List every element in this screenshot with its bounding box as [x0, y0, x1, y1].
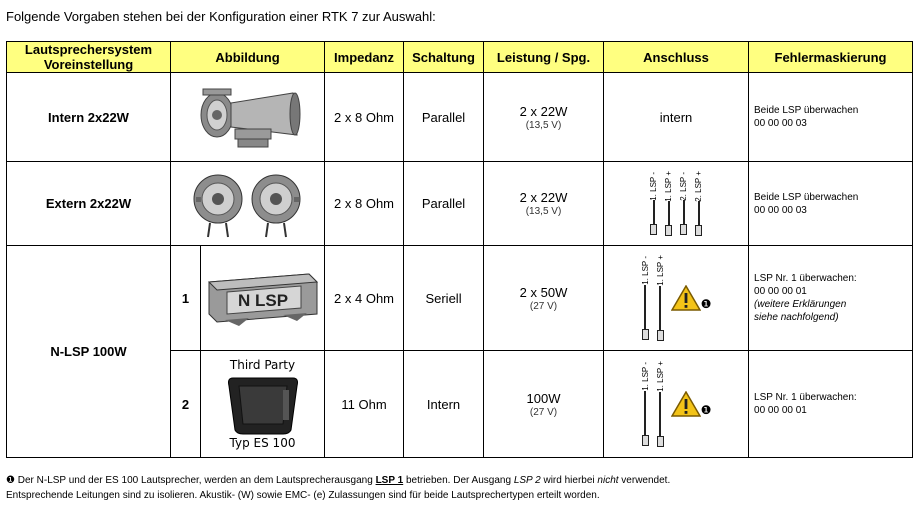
fehler-code: 00 00 00 03 [754, 204, 807, 216]
system-name: Intern 2x22W [7, 73, 171, 162]
fehler-cell [749, 246, 913, 351]
fehler-note: siehe nachfolgend) [754, 312, 839, 323]
fehler-code: 00 00 00 01 [754, 286, 807, 297]
fehler-line: Beide LSP überwachen [754, 191, 859, 203]
footnote-text: verwendet. [618, 475, 671, 486]
caption-bottom: Typ ES 100 [229, 436, 296, 450]
header-system-line1: Lautsprechersystem [24, 42, 153, 57]
warning-group [671, 285, 712, 311]
anschluss-value: intern [604, 73, 749, 162]
cable-label: 1. LSP + [664, 170, 674, 202]
cable-label: 1. LSP - [649, 171, 659, 201]
es100-speaker-image [225, 372, 301, 436]
leistung-value: 100W [526, 390, 561, 406]
fehler-note: (weitere Erklärungen [754, 299, 847, 310]
fehler-line: LSP Nr. 1 überwachen: [754, 273, 857, 284]
cable [656, 255, 665, 341]
cable [641, 362, 650, 446]
impedanz-value: 2 x 4 Ohm [325, 246, 404, 351]
schaltung-value: Intern [404, 351, 484, 458]
anschluss-cell [604, 246, 749, 351]
plate-text: N LSP [237, 291, 288, 310]
cable-label: 1. LSP + [655, 361, 665, 392]
leistung-cell [484, 73, 604, 162]
warning-icon [671, 285, 701, 311]
impedanz-value: 11 Ohm [325, 351, 404, 458]
footnote [6, 473, 670, 503]
footnote-line2: Entsprechende Leitungen sind zu isolieren. Akustik- (W) sowie EMC- (e) Zulassungen sind für beide Lautsprechertypen erteilt worden. [6, 490, 600, 501]
cable [649, 172, 658, 236]
configuration-table [6, 41, 913, 458]
note-marker: ❶ [700, 402, 712, 417]
abbildung-cell [171, 73, 325, 162]
abbildung-cell [201, 351, 325, 458]
cable-label: 1. LSP - [640, 256, 650, 285]
fehler-line: Beide LSP überwachen [754, 105, 859, 116]
abbildung-cell [201, 246, 325, 351]
sub-index: 2 [171, 351, 201, 458]
cable-group [604, 255, 748, 341]
intro-text: Folgende Vorgaben stehen bei der Konfiguration einer RTK 7 zur Auswahl: [6, 9, 436, 24]
footnote-text: betrieben. Der Ausgang [403, 475, 514, 486]
spannung-value: (27 V) [529, 406, 558, 418]
header-row [7, 42, 913, 73]
table-row [7, 162, 913, 246]
footnote-line1 [6, 473, 670, 488]
spannung-value: (13,5 V) [525, 206, 562, 217]
n-lsp-speaker-image [205, 268, 321, 328]
cable [664, 171, 673, 237]
footnote-text: Der N-LSP und der ES 100 Lautsprecher, werden an dem Lautsprecherausgang [14, 475, 376, 486]
anschluss-cell [604, 162, 749, 246]
footnote-lsp1: LSP 1 [375, 475, 404, 486]
cable [641, 256, 650, 340]
cable [656, 361, 665, 447]
footnote-nicht: nicht [597, 475, 619, 486]
table-row [7, 73, 913, 162]
header-system-line2: Voreinstellung [43, 57, 134, 72]
table-row [7, 246, 913, 351]
schaltung-value: Parallel [404, 162, 484, 246]
header-fehler: Fehlermaskierung [749, 42, 913, 73]
horn-speaker-image [193, 79, 303, 155]
header-leistung: Leistung / Spg. [484, 42, 604, 73]
impedanz-value: 2 x 8 Ohm [325, 162, 404, 246]
leistung-value: 2 x 50W [519, 284, 568, 300]
header-abbildung: Abbildung [171, 42, 325, 73]
cable-label: 1. LSP - [640, 362, 650, 391]
speaker-pair-image [190, 169, 306, 239]
warning-group [671, 391, 712, 417]
abbildung-cell [171, 162, 325, 246]
footnote-marker: ❶ [6, 475, 15, 486]
fehler-code: 00 00 00 01 [754, 405, 807, 416]
anschluss-cell [604, 351, 749, 458]
cable-label: 2. LSP - [679, 171, 689, 201]
leistung-cell [484, 246, 604, 351]
impedanz-value: 2 x 8 Ohm [325, 73, 404, 162]
leistung-value: 2 x 22W [519, 190, 568, 205]
caption-top: Third Party [229, 358, 296, 372]
header-anschluss: Anschluss [604, 42, 749, 73]
spannung-value: (13,5 V) [525, 119, 562, 131]
schaltung-value: Seriell [404, 246, 484, 351]
leistung-value: 2 x 22W [519, 103, 568, 119]
footnote-text: wird hierbei [540, 475, 598, 486]
cable-group [604, 361, 748, 447]
footnote-lsp2: LSP 2 [513, 475, 541, 486]
sub-index: 1 [171, 246, 201, 351]
leistung-cell [484, 162, 604, 246]
spannung-value: (27 V) [529, 300, 558, 312]
cable-label: 1. LSP + [655, 255, 665, 286]
cable [679, 172, 688, 236]
cable-label: 2. LSP + [694, 170, 704, 202]
system-name: Extern 2x22W [7, 162, 171, 246]
system-name: N-LSP 100W [7, 246, 171, 458]
note-marker: ❶ [700, 296, 712, 311]
cable [694, 171, 703, 237]
header-system [7, 42, 171, 73]
schaltung-value: Parallel [404, 73, 484, 162]
header-impedanz: Impedanz [325, 42, 404, 73]
fehler-line: LSP Nr. 1 überwachen: [754, 392, 857, 403]
warning-icon [671, 391, 701, 417]
fehler-cell [749, 162, 913, 246]
leistung-cell [484, 351, 604, 458]
fehler-cell [749, 351, 913, 458]
fehler-cell [749, 73, 913, 162]
fehler-code: 00 00 00 03 [754, 118, 807, 129]
header-schaltung: Schaltung [404, 42, 484, 73]
cable-group [604, 171, 748, 237]
